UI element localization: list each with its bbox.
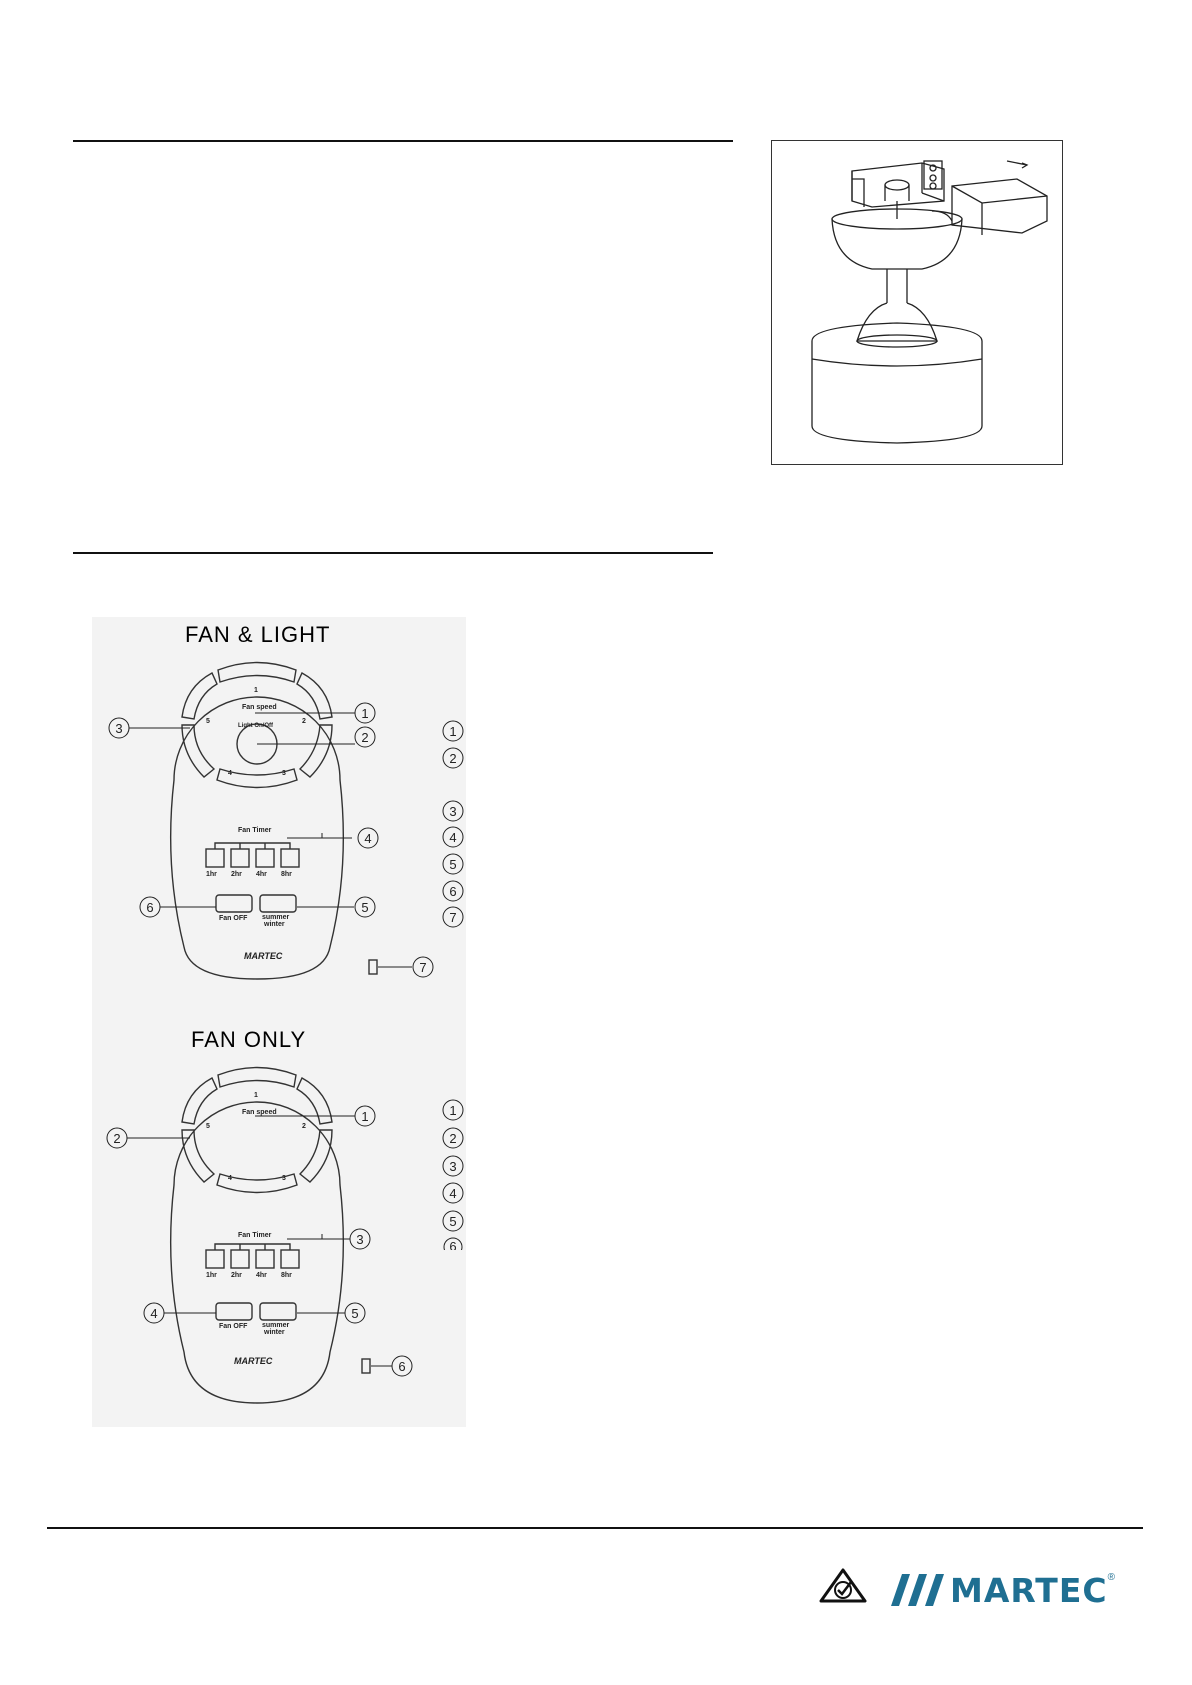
remote2-fan-timer-label: Fan Timer — [238, 1232, 272, 1239]
remote2-timer-1hr: 1hr — [206, 1272, 217, 1279]
legend1-item-3: 3 — [449, 804, 457, 819]
remote2-winter-label: winter — [264, 1329, 285, 1336]
legend2-item-1: 1 — [449, 1103, 457, 1118]
remote2-brand: MARTEC — [234, 1356, 273, 1366]
legend2-item-6: 6 — [449, 1239, 457, 1250]
remote-controls-panel — [92, 617, 466, 1427]
remote1-speed-4: 4 — [228, 770, 232, 777]
legend2-item-2: 2 — [449, 1131, 457, 1146]
remote1-summer-label: summer — [262, 914, 290, 921]
legend1-item-7: 7 — [449, 910, 457, 925]
remote2-fan-off-label: Fan OFF — [219, 1323, 248, 1330]
remote1-brand: MARTEC — [244, 951, 283, 961]
remote2-callout-5: 5 — [351, 1306, 359, 1321]
remote2-fan-speed-label: Fan speed — [242, 1109, 277, 1116]
remote2-callout-6: 6 — [398, 1359, 406, 1374]
remote2-callout-3: 3 — [356, 1232, 364, 1247]
remote2-callout-1: 1 — [361, 1109, 369, 1124]
fan-canopy-receiver-drawing — [772, 141, 1062, 464]
remote1-speed-1: 1 — [254, 687, 258, 694]
remote1-speed-5: 5 — [206, 718, 210, 725]
callout-legend — [430, 710, 480, 1250]
remote2-timer-8hr: 8hr — [281, 1272, 292, 1279]
remote2-title: FAN ONLY — [191, 1027, 307, 1052]
legend1-item-2: 2 — [449, 751, 457, 766]
remote-diagrams — [92, 617, 466, 1427]
remote1-speed-2: 2 — [302, 718, 306, 725]
remote1-timer-4hr: 4hr — [256, 871, 267, 878]
remote1-timer-1hr: 1hr — [206, 871, 217, 878]
remote2-speed-1: 1 — [254, 1092, 258, 1099]
legend1-item-1: 1 — [449, 724, 457, 739]
remote2-speed-4: 4 — [228, 1175, 232, 1182]
legend2-item-5: 5 — [449, 1214, 457, 1229]
remote2-timer-4hr: 4hr — [256, 1272, 267, 1279]
remote1-callout-2: 2 — [361, 730, 369, 745]
footer-rule — [47, 1527, 1143, 1529]
remote2-speed-5: 5 — [206, 1123, 210, 1130]
legend2-item-3: 3 — [449, 1159, 457, 1174]
legend1-item-4: 4 — [449, 830, 457, 845]
remote2-speed-2: 2 — [302, 1123, 306, 1130]
legend2-item-4: 4 — [449, 1186, 457, 1201]
remote1-callout-1: 1 — [361, 706, 369, 721]
remote2-summer-label: summer — [262, 1322, 290, 1329]
rcm-compliance-icon — [818, 1568, 868, 1604]
remote2-callout-2: 2 — [113, 1131, 121, 1146]
martec-slash-mark-icon — [890, 1572, 946, 1608]
remote1-timer-8hr: 8hr — [281, 871, 292, 878]
remote1-callout-3: 3 — [115, 721, 123, 736]
footer-registered-mark: ® — [1107, 1572, 1115, 1583]
remote1-timer-2hr: 2hr — [231, 871, 242, 878]
remote2-callout-4: 4 — [150, 1306, 158, 1321]
remote1-winter-label: winter — [264, 921, 285, 928]
top-section-rule — [73, 140, 733, 142]
remote2-speed-3: 3 — [282, 1175, 286, 1182]
remote1-callout-5: 5 — [361, 900, 369, 915]
remote1-title: FAN & LIGHT — [185, 622, 331, 647]
legend1-item-5: 5 — [449, 857, 457, 872]
remote1-light-label: Light On/Off — [238, 723, 273, 729]
footer-brand-name: MARTEC — [950, 1570, 1108, 1610]
middle-section-rule — [73, 552, 713, 554]
remote1-callout-4: 4 — [364, 831, 372, 846]
installation-illustration — [771, 140, 1063, 465]
remote1-fan-off-label: Fan OFF — [219, 915, 248, 922]
remote1-fan-timer-label: Fan Timer — [238, 827, 272, 834]
remote1-callout-7: 7 — [419, 960, 427, 975]
remote1-speed-3: 3 — [282, 770, 286, 777]
remote1-fan-speed-label: Fan speed — [242, 704, 277, 711]
remote1-callout-6: 6 — [146, 900, 154, 915]
legend1-item-6: 6 — [449, 884, 457, 899]
footer-brand-logo — [890, 1568, 1115, 1612]
remote2-timer-2hr: 2hr — [231, 1272, 242, 1279]
